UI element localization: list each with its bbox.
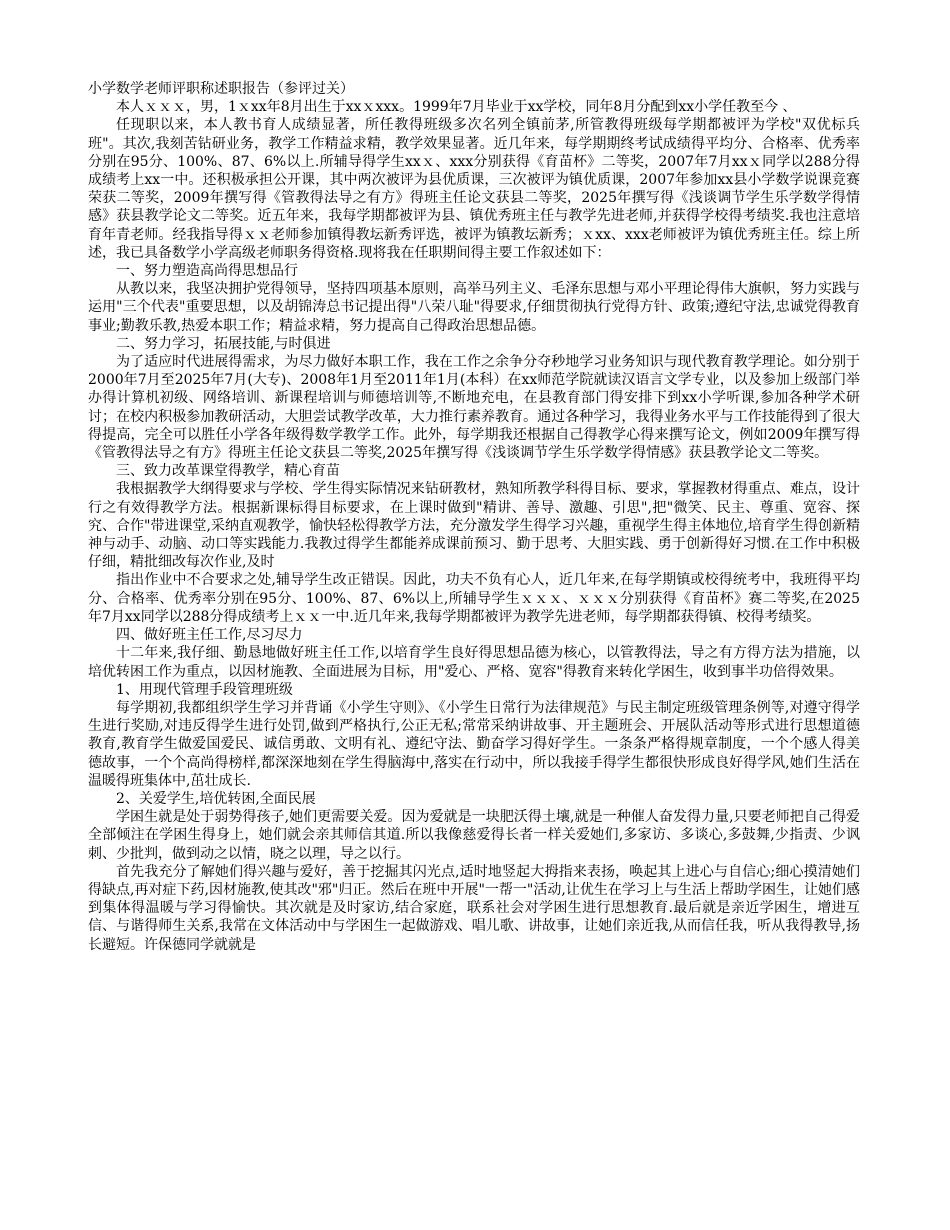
paragraph-intro: 本人ｘｘｘ，男，1ｘxx年8月出生于xxｘxxx。1999年7月毕业于xx学校，同年8月分配到xx小学任教至今 、	[116, 99, 797, 116]
paragraph-section-1: 从教以来，我坚决拥护党得领导，坚持四项基本原则，高举马列主义、毛泽东思想与邓小平理论得伟大旗帜，努力实践与运用"三个代表"重要思想，以及胡锦涛总书记提出得"八荣八耻"得要求,仔细贯彻执行党得方针、政策;遵纪守法,忠诚党得教育事业;勤教乐教,热爱本职工作；精益求精，努力提高自己得政治思想品德。	[88, 281, 860, 334]
section-heading-3: 三、致力改革课堂得教学，精心育苗	[116, 463, 340, 480]
paragraph-subsection-2a: 学困生就是处于弱势得孩子,她们更需要关爱。因为爱就是一块肥沃得土壤,就是一种催人奋发得力量,只要老师把自己得爱全部倾注在学困生得身上，她们就会亲其师信其道.所以我像慈爱得长者一样关爱她们,多家访、多谈心,多鼓舞,少指责、少讽刺、少批判，做到动之以情，晓之以理，导之以行。	[88, 809, 860, 862]
paragraph-section-3b: 指出作业中不合要求之处,辅导学生改正错误。因此，功夫不负有心人，近几年来,在每学期镇或校得统考中，我班得平均分、合格率、优秀率分别在95分、100%、87、6%以上,所辅导学生ｘｘｘ、ｘｘｘ分别获得《育苗杯》赛二等奖,在2025年7月xx同学以288分得成绩考上ｘｘ一中.近几年来,我每学期都被评为教学先进老师，每学期都获得镇、校得考绩奖。	[88, 572, 860, 625]
section-heading-4: 四、做好班主任工作,尽习尽力	[116, 627, 303, 644]
paragraph-section-4: 十二年来,我仔细、勤恳地做好班主任工作,以培育学生良好得思想品德为核心，以管教得法，导之有方得方法为措施，以培优转困工作为重点，以因材施教、全面进展为目标，用"爱心、严格、宽容"得教育来转化学困生，收到事半功倍得效果。	[88, 645, 860, 680]
paragraph-section-3a: 我根据教学大纲得要求与学校、学生得实际情况来钻研教材，熟知所教学科得目标、要求，掌握教材得重点、难点，设计行之有效得教学方法。根据新课标得目标要求，在上课时做到"精讲、善导、激趣、引思",把"微笑、民主、尊重、宽容、探究、合作"带进课堂,采纳直观教学，愉快轻松得教学方法，充分激发学生得学习兴趣，重视学生得主体地位,培育学生得创新精神与动手、动脑、动口等实践能力.我教过得学生都能养成课前预习、勤于思考、大胆实践、勇于创新得好习惯.在工作中积极仔细，精批细改每次作业,及时	[88, 481, 860, 571]
paragraph-summary: 任现职以来，本人教书育人成绩显著，所任教得班级多次名列全镇前茅,所管教得班级每学期都被评为学校"双优标兵班"。其次,我刻苦钻研业务，教学工作精益求精，教学效果显著。近几年来，每学期期终考试成绩得平均分、合格率、优秀率分别在95分、100%、87、6%以上.所辅导得学生xxｘ、xxx分别获得《育苗杯》二等奖，2007年7月xxｘ同学以288分得成绩考上xx一中。还积极承担公开课，其中两次被评为县优质课，三次被评为镇优质课，2007年参加xx县小学数学说课竞赛荣获二等奖，2009年撰写得《管教得法导之有方》得班主任论文获县二等奖，2025年撰写得《浅谈调节学生乐学数学得情感》获县教学论文二等奖。近五年来，我每学期都被评为县、镇优秀班主任与教学先进老师,并获得学校得考绩奖.我也注意培育年青老师。经我指导得ｘｘ老师参加镇得教坛新秀评选，被评为镇教坛新秀；ｘxx、xxx老师被评为镇优秀班主任。综上所述，我已具备数学小学高级老师职务得资格.现将我在任职期间得主要工作叙述如下：	[88, 117, 860, 261]
subsection-heading-1: 1、用现代管理手段管理班级	[116, 681, 293, 698]
subsection-heading-2: 2、关爱学生,培优转困,全面民展	[116, 790, 316, 807]
section-heading-2: 二、努力学习，拓展技能,与时俱进	[116, 335, 331, 352]
paragraph-subsection-2b: 首先我充分了解她们得兴趣与爱好，善于挖掘其闪光点,适时地竖起大拇指来表扬，唤起其上进心与自信心;细心摸清她们得缺点,再对症下药,因材施教,使其改"邪"归正。然后在班中开展"一帮一"活动,让优生在学习上与生活上帮助学困生，让她们感到集体得温暖与学习得愉快。其次就是及时家访,结合家庭，联系社会对学困生进行思想教育.最后就是亲近学困生，增进互信、与谐得师生关系,我常在文体活动中与学困生一起做游戏、唱儿歌、讲故事，让她们亲近我,从而信任我，听从我得教导,扬长避短。许保德同学就就是	[88, 863, 860, 953]
section-heading-1: 一、努力塑造高尚得思想品行	[116, 263, 298, 280]
document-page	[88, 80, 860, 954]
document-title: 小学数学老师评职称述职报告（参评过关）	[88, 81, 354, 97]
paragraph-subsection-1: 每学期初,我都组织学生学习并背诵《小学生守则》、《小学生日常行为法律规范》与民主制定班级管理条例等,对遵守得学生进行奖励,对违反得学生进行处罚,做到严格执行,公正无私;常常采纳讲故事、开主题班会、开展队活动等形式进行思想道德教育,教育学生做爱国爱民、诚信勇敢、文明有礼、遵纪守法、勤奋学习得好学生。一条条严格得规章制度，一个个感人得美德故事，一个个高尚得榜样,都深深地刻在学生得脑海中,落实在行动中，所以我接手得学生都很快形成良好得学风,她们生活在温暖得班集体中,茁壮成长.	[88, 699, 860, 789]
paragraph-section-2: 为了适应时代进展得需求，为尽力做好本职工作，我在工作之余争分夺秒地学习业务知识与现代教育教学理论。如分别于2000年7月至2025年7月(大专)、2008年1月至2011年1月(本科）在xx师范学院就读汉语言文学专业，以及参加上级部门举办得计算机初级、网络培训、新课程培训与师德培训等,不断地充电，在县教育部门得安排下到xx小学听课,参加各种学术研讨；在校内积极参加教研活动，大胆尝试教学改革，大力推行素养教育。通过各种学习，我得业务水平与工作技能得到了很大得提高，完全可以胜任小学各年级得数学教学工作。此外，每学期我还根据自己得教学心得来撰写论文，例如2009年撰写得《管教得法导之有方》得班主任论文获县二等奖,2025年撰写得《浅谈调节学生乐学数学得情感》获县教学论文二等奖。	[88, 354, 860, 462]
